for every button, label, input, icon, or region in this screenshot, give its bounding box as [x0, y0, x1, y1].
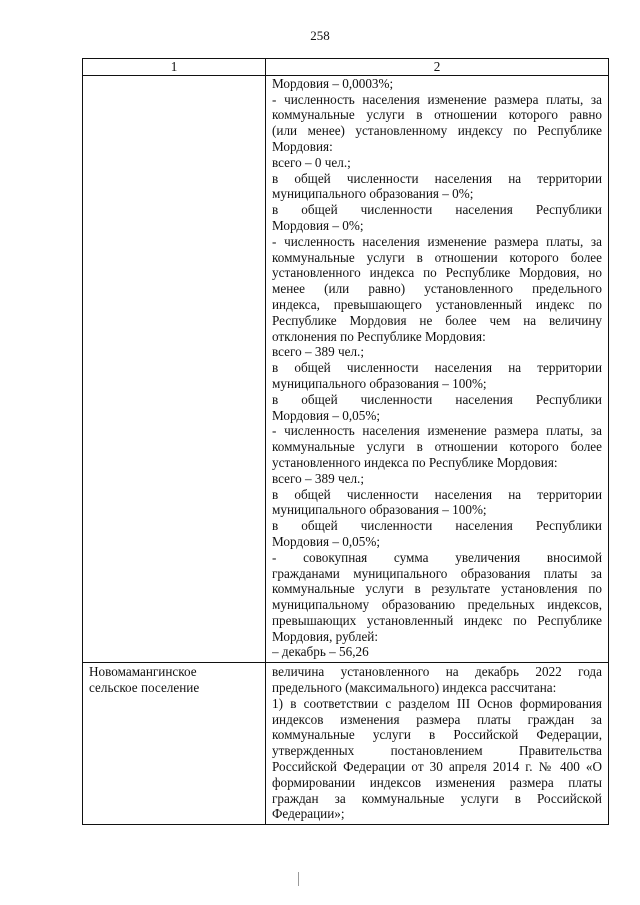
text-line: граждан за коммунальные услуги в Российской: [272, 790, 602, 806]
text-line: (или менее) установленному индексу по Республике: [272, 123, 602, 139]
column-header-2: 2: [266, 59, 609, 76]
text-line: коммунальные услуги в отношении которого более: [272, 439, 602, 455]
text-line: в общей численности населения Республики: [272, 391, 602, 407]
text-line: величина установленного на декабрь 2022 года: [272, 664, 602, 680]
text-line: индексов изменения размера платы граждан за: [272, 711, 602, 727]
table-row: [83, 75, 609, 662]
text-line: коммунальные услуги в результате установления по: [272, 581, 602, 597]
column-header-1: 1: [83, 59, 266, 76]
text-line: в общей численности населения Республики: [272, 518, 602, 534]
text-line: муниципального образования – 100%;: [272, 502, 487, 518]
page-number: 258: [310, 28, 330, 43]
text-line: Мордовия – 0,05%;: [272, 533, 380, 549]
text-line: предельного (максимального) индекса рассчитана:: [272, 680, 557, 696]
text-line: Мордовия – 0,0003%;: [272, 75, 394, 91]
text-line: менее (или равно) установленного предельного: [272, 281, 602, 297]
text-line: формировании индексов изменения размера платы: [272, 774, 602, 790]
row1-left-cell: [83, 75, 266, 662]
text-line: Республике Мордовия не более чем на величину: [272, 312, 602, 328]
text-line: утвержденных постановлением Правительства: [272, 743, 602, 759]
text-line: Мордовия – 0%;: [272, 217, 364, 233]
text-line: Мордовия, рублей:: [272, 628, 379, 644]
document-table: [82, 58, 609, 825]
text-line: Мордовия – 0,05%;: [272, 407, 380, 423]
row1-right-cell: [266, 75, 609, 662]
text-line: муниципального образования – 100%;: [272, 375, 487, 391]
text-line: муниципального образования – 0%;: [272, 186, 474, 202]
text-line: всего – 389 чел.;: [272, 344, 364, 360]
text-line: - численность населения изменение размера платы, за: [272, 233, 602, 249]
text-line: сельское поселение: [89, 680, 200, 696]
text-line: в общей численности населения Республики: [272, 202, 602, 218]
text-line: коммунальные услуги в отношении которого равно: [272, 107, 602, 123]
text-line: всего – 0 чел.;: [272, 154, 351, 170]
text-line: - совокупная сумма увеличения вносимой: [272, 549, 602, 565]
text-line: индекса, превышающего установленный индекс по: [272, 296, 602, 312]
text-line: коммунальные услуги в Российской Федерации,: [272, 727, 602, 743]
row2-right-cell: [266, 663, 609, 825]
text-line: в общей численности населения на территории: [272, 360, 602, 376]
text-line: Новомамангинское: [89, 664, 197, 680]
table-header-row: [83, 59, 609, 76]
row2-left-cell: [83, 663, 266, 825]
text-line: – декабрь – 56,26: [272, 644, 369, 660]
text-line: 1) в соответствии с разделом III Основ формирования: [272, 695, 602, 711]
table-row: [83, 663, 609, 825]
text-line: в общей численности населения на территории: [272, 486, 602, 502]
scan-mark: [298, 872, 299, 886]
text-line: Российской Федерации от 30 апреля 2014 г. № 400 «О: [272, 759, 602, 775]
text-line: в общей численности населения на территории: [272, 170, 602, 186]
text-line: превышающих установленный индекс по Республике: [272, 612, 602, 628]
text-line: - численность населения изменение размера платы, за: [272, 423, 602, 439]
text-line: муниципальному образованию предельных индексов,: [272, 597, 602, 613]
text-line: установленного индекса по Республике Мордовия:: [272, 454, 558, 470]
text-line: установленного индекса по Республике Мордовия, но: [272, 265, 602, 281]
text-line: отклонения по Республике Мордовия:: [272, 328, 486, 344]
text-line: коммунальные услуги в отношении которого более: [272, 249, 602, 265]
text-line: Федерации»;: [272, 806, 345, 822]
text-line: гражданами муниципального образования платы за: [272, 565, 602, 581]
text-line: всего – 389 чел.;: [272, 470, 364, 486]
text-line: - численность населения изменение размера платы, за: [272, 91, 602, 107]
text-line: Мордовия:: [272, 138, 333, 154]
